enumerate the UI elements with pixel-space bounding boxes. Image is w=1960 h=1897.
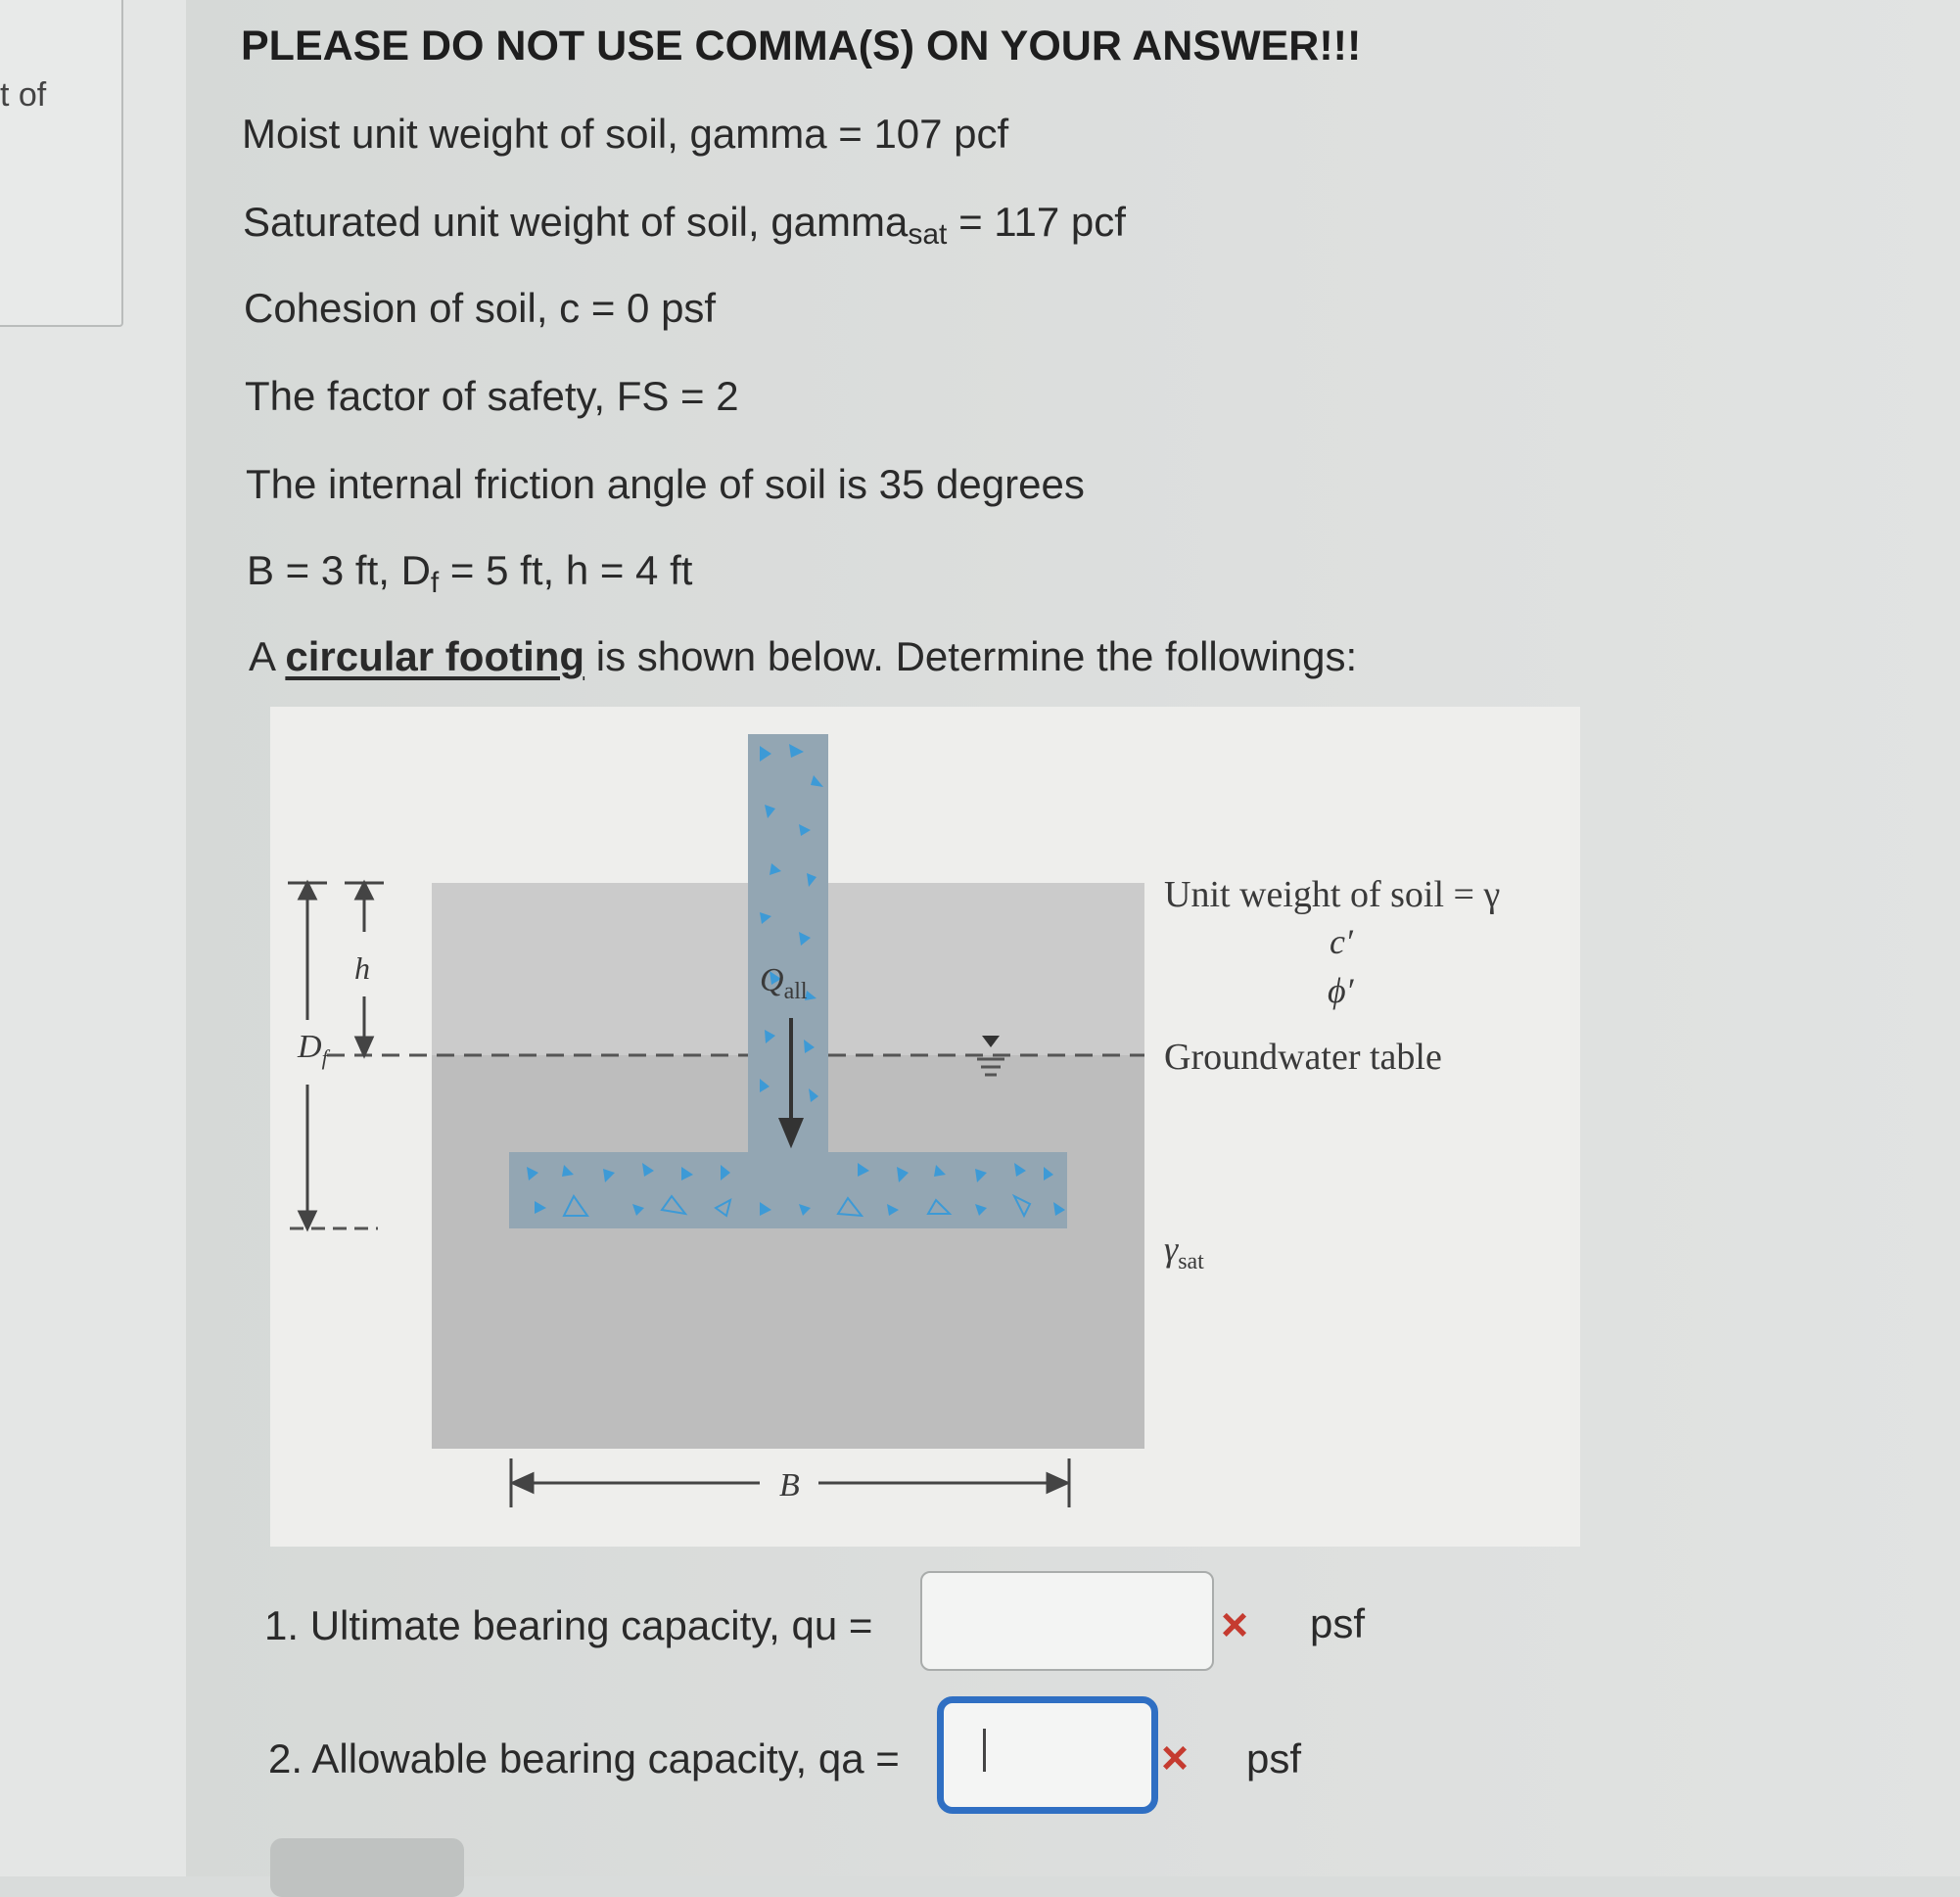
footing-diagram [270, 707, 1580, 1547]
dims-prefix: B = 3 ft, D [247, 547, 431, 593]
intro-suffix: is shown below. Determine the followings: [584, 633, 1358, 679]
circular-footing-emphasis: circular footing [285, 633, 585, 679]
friction-angle: The internal friction angle of soil is 35 degrees [246, 461, 1085, 507]
groundwater-table-label: Groundwater table [1164, 1037, 1442, 1078]
check-answer-button[interactable] [270, 1838, 464, 1897]
unit-weight-label: Unit weight of soil = γ [1164, 874, 1501, 915]
saturated-unit-weight [243, 198, 1126, 251]
dimensions [247, 546, 693, 599]
ultimate-capacity-input[interactable] [920, 1571, 1214, 1671]
cohesion: Cohesion of soil, c = 0 psf [244, 285, 717, 331]
gamma-sat-sub: sat [1178, 1249, 1204, 1274]
gamma-sat-label [1164, 1229, 1204, 1274]
previous-question-panel[interactable] [0, 0, 123, 327]
q-sub: all [783, 979, 808, 1004]
left-strip [0, 0, 186, 1876]
question-1-unit: psf [1310, 1600, 1366, 1646]
gamma-sat-main: γ [1164, 1229, 1179, 1269]
b-label: B [779, 1467, 800, 1504]
factor-of-safety: The factor of safety, FS = 2 [245, 373, 739, 419]
question-2-unit: psf [1246, 1735, 1302, 1781]
warning-text: PLEASE DO NOT USE COMMA(S) ON YOUR ANSWER!!! [241, 23, 1362, 69]
df-sub: f [321, 1045, 328, 1070]
allowable-capacity-input[interactable] [937, 1696, 1158, 1814]
question-1-label: 1. Ultimate bearing capacity, qu = [264, 1602, 873, 1648]
h-label: h [354, 950, 370, 986]
incorrect-icon: × [1161, 1733, 1190, 1784]
df-main: D [298, 1029, 322, 1065]
dims-suffix: = 5 ft, h = 4 ft [439, 547, 693, 593]
q-main: Q [760, 962, 784, 998]
intro-prefix: A [249, 633, 286, 679]
sat-suffix: = 117 pcf [947, 199, 1126, 245]
intro-text [249, 632, 1357, 681]
footing-base [509, 1152, 1067, 1228]
dims-subscript: f [430, 567, 440, 599]
phi-prime-label: ϕ′ [1328, 971, 1354, 1010]
incorrect-icon: × [1221, 1599, 1249, 1651]
c-prime-label: c′ [1330, 922, 1353, 961]
partial-panel-text: t of [0, 76, 47, 114]
question-2-label: 2. Allowable bearing capacity, qa = [268, 1735, 900, 1781]
sat-subscript: sat [908, 218, 948, 251]
df-label [297, 1029, 331, 1070]
footing-column [748, 734, 828, 1096]
moist-unit-weight: Moist unit weight of soil, gamma = 107 pcf [242, 111, 1009, 157]
sat-prefix: Saturated unit weight of soil, gamma [243, 199, 909, 245]
text-cursor [983, 1729, 986, 1772]
footing-diagram-svg [270, 707, 1580, 1547]
